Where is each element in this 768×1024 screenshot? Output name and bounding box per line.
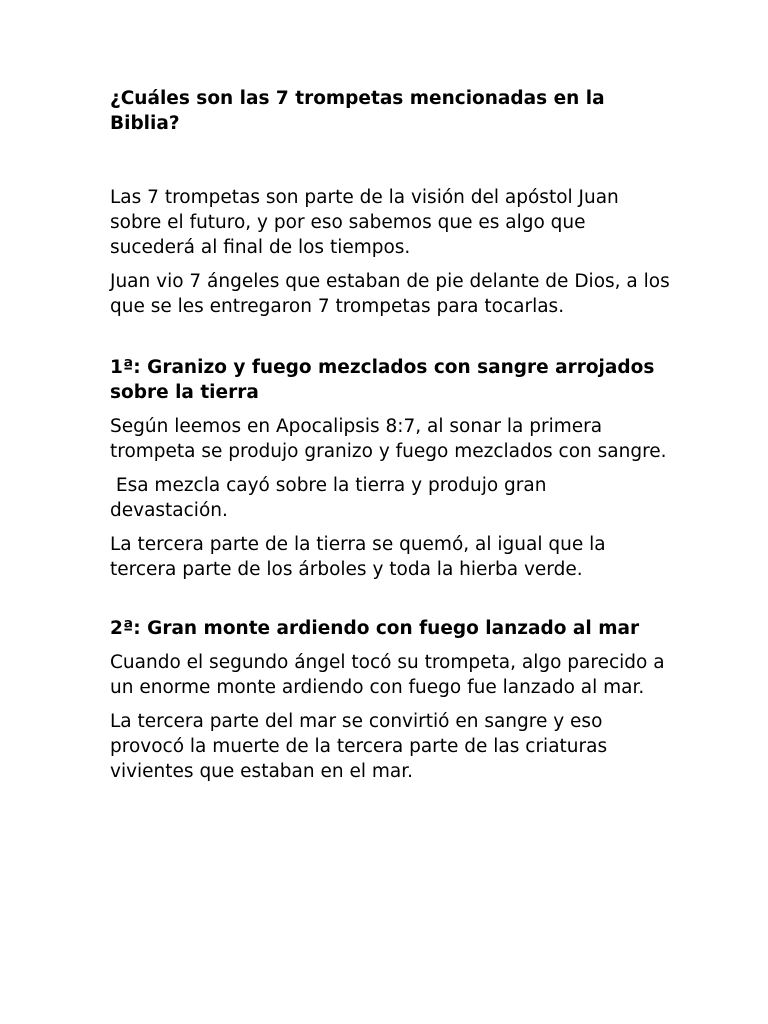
section-trumpet-1 (110, 355, 670, 582)
section-paragraph: Cuando el segundo ángel tocó su trompeta, algo parecido a un enorme monte ardiendo con fuego fue lanzado al mar. (110, 652, 671, 698)
section-paragraph: Esa mezcla cayó sobre la tierra y produjo gran devastación. (110, 475, 553, 521)
section-paragraph: La tercera parte del mar se convirtió en sangre y eso provocó la muerte de la tercera parte de las criaturas vivientes que estaban en el mar. (110, 711, 613, 782)
section-heading: 2ª: Gran monte ardiendo con fuego lanzado al mar (110, 618, 640, 639)
intro (110, 185, 676, 319)
document-page (110, 86, 676, 793)
section-heading: 1ª: Granizo y fuego mezclados con sangre arrojados sobre la tierra (110, 357, 655, 403)
intro-paragraph-2: Juan vio 7 ángeles que estaban de pie delante de Dios, a los que se les entregaron 7 trompetas para tocarlas. (110, 271, 676, 317)
section-trumpet-2 (110, 616, 670, 784)
section-paragraph: La tercera parte de la tierra se quemó, al igual que la tercera parte de los árboles y toda la hierba verde. (110, 534, 612, 580)
intro-paragraph-1: Las 7 trompetas son parte de la visión del apóstol Juan sobre el futuro, y por eso sabemos que es algo que sucederá al final de los tiempos. (110, 187, 625, 258)
document-title: ¿Cuáles son las 7 trompetas mencionadas en la Biblia? (110, 88, 605, 134)
section-paragraph: Según leemos en Apocalipsis 8:7, al sonar la primera trompeta se produjo granizo y fuego mezclados con sangre. (110, 416, 667, 462)
